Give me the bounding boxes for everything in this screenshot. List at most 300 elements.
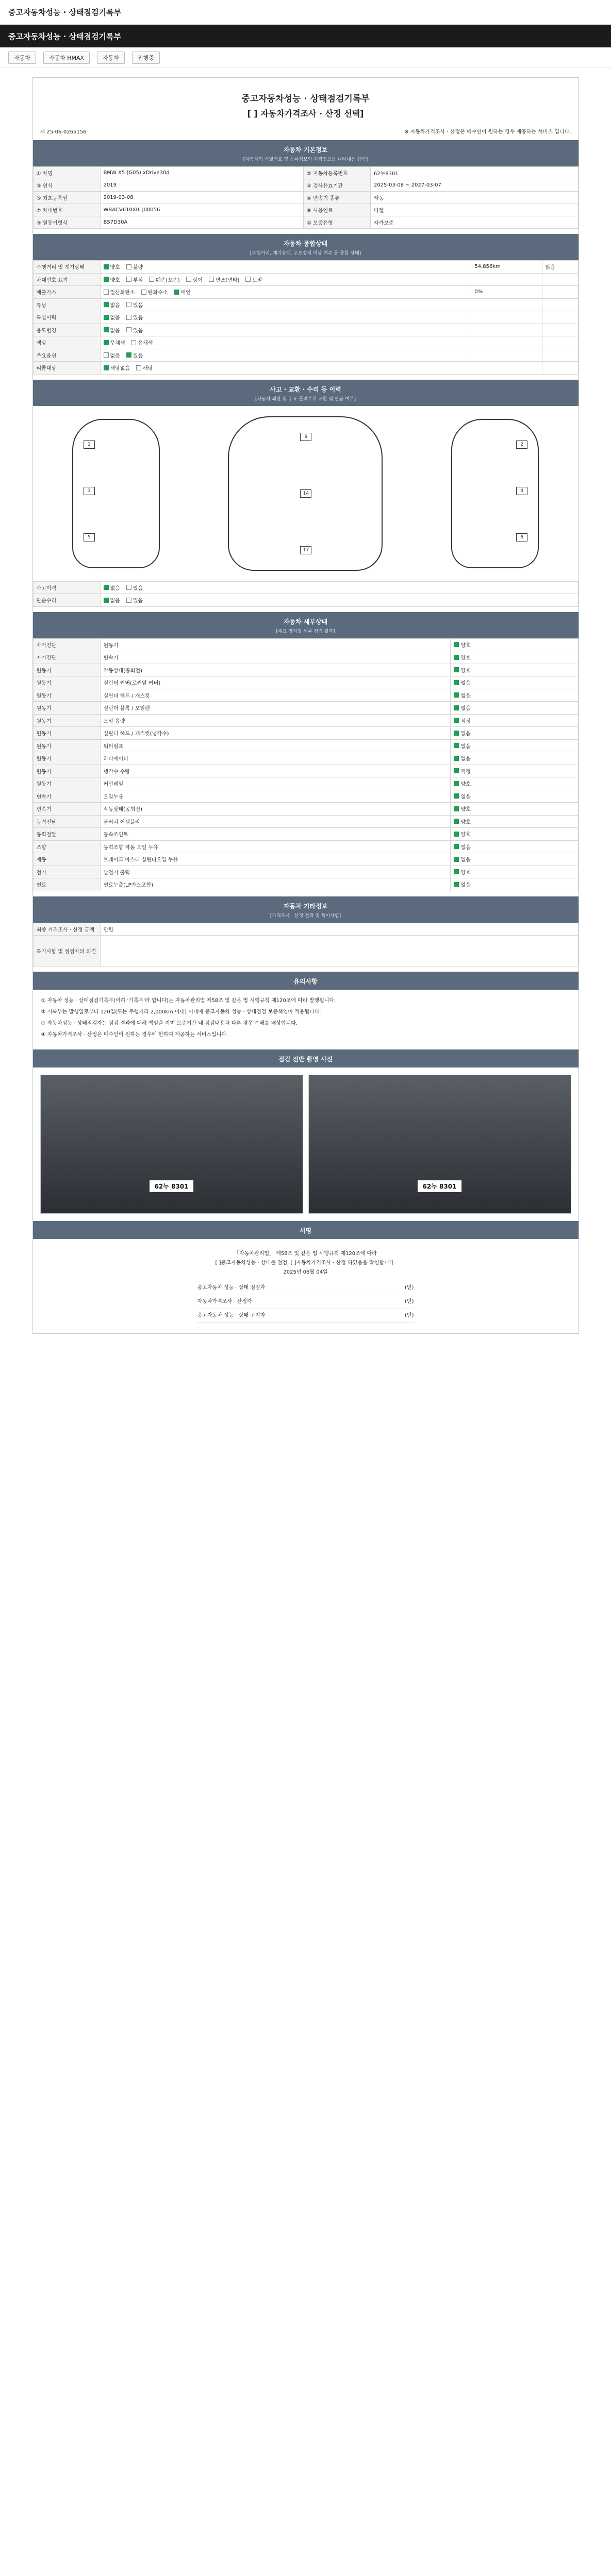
checkbox-option[interactable] — [104, 584, 120, 591]
checkbox-option[interactable] — [174, 288, 190, 296]
checkbox-icon[interactable] — [126, 585, 131, 590]
checkbox-option[interactable] — [454, 830, 470, 838]
checkbox-icon[interactable] — [454, 655, 459, 660]
status-row — [33, 261, 578, 274]
detail-group: 원동기 — [33, 676, 100, 689]
detail-item: 클러치 어셈블리 — [100, 815, 451, 828]
status-row — [33, 311, 578, 324]
detail-row — [33, 777, 578, 790]
section-history — [33, 380, 579, 406]
checkbox-label: 부식 — [133, 277, 143, 283]
car-right-side-diagram — [451, 419, 539, 568]
checkbox-option[interactable] — [104, 288, 135, 296]
detail-row — [33, 714, 578, 727]
option-cell — [100, 594, 578, 607]
sign-price-row — [197, 1295, 414, 1309]
history-table — [33, 581, 579, 607]
checkbox-label: 유채색 — [138, 341, 153, 346]
checkbox-icon[interactable] — [454, 781, 459, 786]
detail-item: 등속조인트 — [100, 828, 451, 841]
checkbox-icon[interactable] — [126, 327, 131, 332]
basic-label-2: ⑩ 보증유형 — [303, 216, 370, 229]
detail-state-cell — [451, 752, 578, 765]
detail-item: 실린더 블록 / 오일팬 — [100, 702, 451, 715]
checkbox-option[interactable] — [454, 855, 470, 863]
checkbox-icon[interactable] — [454, 832, 459, 837]
checkbox-label: 무채색 — [110, 341, 125, 346]
checkbox-icon[interactable] — [454, 718, 459, 723]
detail-row — [33, 638, 578, 651]
vehicle-front-photo — [40, 1075, 303, 1214]
sign-line-2: [ ]중고자동차성능 · 상태를 점검, [ ]자동차가격조사 · 산정 하였음을 확인합니다. — [215, 1260, 396, 1266]
checkbox-option[interactable] — [126, 596, 143, 604]
checkbox-option[interactable] — [149, 276, 179, 283]
checkbox-icon[interactable] — [454, 857, 459, 862]
mark: 6 — [516, 533, 527, 541]
checkbox-option[interactable] — [454, 729, 470, 737]
checkbox-option[interactable] — [126, 326, 143, 334]
filter-chip-2[interactable]: 자동차 HMAX — [43, 52, 90, 64]
checkbox-icon[interactable] — [454, 705, 459, 710]
detail-item: 변속기 — [100, 651, 451, 664]
doc-number: 제 25-06-0265156 — [40, 129, 87, 135]
section-status-title: 자동차 종합상태 — [283, 240, 328, 247]
detail-state: 양호 — [460, 642, 471, 649]
detail-row — [33, 689, 578, 702]
checkbox-option[interactable] — [104, 313, 120, 321]
mark: 14 — [300, 489, 311, 498]
detail-group: 원동기 — [33, 714, 100, 727]
checkbox-option[interactable] — [104, 326, 120, 334]
detail-row — [33, 815, 578, 828]
app-title: 중고자동차성능 · 상태점검기록부 — [0, 0, 611, 25]
detail-row — [33, 803, 578, 816]
checkbox-option[interactable] — [454, 767, 470, 775]
checkbox-icon[interactable] — [454, 692, 459, 698]
detail-item: 워터펌프 — [100, 739, 451, 752]
basic-value-2: 자동 — [370, 192, 578, 204]
basic-label-2: ② 자동차등록번호 — [303, 167, 370, 179]
detail-state-cell — [451, 815, 578, 828]
sign-price-value[interactable]: (인) — [405, 1298, 414, 1304]
basic-label: ⑦ 차대번호 — [33, 204, 100, 216]
checkbox-option[interactable] — [454, 805, 470, 812]
checkbox-option[interactable] — [104, 351, 120, 359]
checkbox-option[interactable] — [454, 717, 470, 724]
checkbox-option[interactable] — [454, 704, 470, 711]
status-result: 0% — [471, 286, 542, 299]
checkbox-option[interactable] — [454, 653, 470, 661]
basic-row — [33, 179, 578, 192]
detail-state: 양호 — [460, 782, 471, 787]
doc-subtitle: [ ] 자동차가격조사 · 산정 선택] — [247, 109, 364, 118]
basic-value-2: 자가보증 — [370, 216, 578, 229]
history-label: 사고이력 — [33, 581, 100, 594]
checkbox-icon[interactable] — [126, 598, 131, 603]
basic-label-2: ⑧ 사용연료 — [303, 204, 370, 216]
detail-group: 동력전달 — [33, 815, 100, 828]
checkbox-option[interactable] — [454, 679, 470, 686]
checkbox-icon[interactable] — [454, 869, 459, 874]
detail-state-cell — [451, 840, 578, 853]
basic-value: 2019 — [100, 179, 303, 192]
detail-item: 발전기 출력 — [100, 866, 451, 878]
detail-state-cell — [451, 828, 578, 841]
checkbox-icon[interactable] — [126, 315, 131, 320]
detail-state: 적정 — [460, 718, 471, 724]
checkbox-label: 없음 — [110, 328, 120, 334]
sign-line-1: 「자동차관리법」 제58조 및 같은 법 시행규칙 제120조에 따라 — [234, 1250, 377, 1257]
section-photos — [33, 1049, 579, 1067]
checkbox-option[interactable] — [104, 364, 130, 371]
detail-state-cell — [451, 878, 578, 891]
checkbox-option[interactable] — [126, 301, 143, 309]
checkbox-option[interactable] — [104, 596, 120, 604]
vehicle-rear-photo — [308, 1075, 571, 1214]
checkbox-icon[interactable] — [454, 844, 459, 849]
basic-value-2: 2025-03-08 ~ 2027-03-07 — [370, 179, 578, 192]
checkbox-option[interactable] — [104, 263, 120, 270]
detail-row — [33, 866, 578, 878]
checkbox-icon[interactable] — [104, 277, 109, 282]
checkbox-label: 있음 — [133, 328, 143, 334]
checkbox-icon[interactable] — [126, 352, 131, 358]
detail-state: 양호 — [460, 870, 471, 876]
mark: 17 — [300, 546, 311, 554]
checkbox-label: 없음 — [110, 598, 120, 604]
checkbox-icon[interactable] — [454, 743, 459, 748]
checkbox-option[interactable] — [186, 276, 203, 283]
checkbox-icon[interactable] — [104, 290, 109, 295]
detail-row — [33, 727, 578, 740]
detail-group: 원동기 — [33, 664, 100, 676]
sign-block — [33, 1239, 579, 1333]
checkbox-option[interactable] — [454, 742, 470, 750]
checkbox-option[interactable] — [126, 351, 143, 359]
checkbox-option[interactable] — [454, 843, 470, 851]
checkbox-label: 있음 — [133, 585, 143, 591]
checkbox-label: 있음 — [133, 302, 143, 309]
checkbox-option[interactable] — [141, 288, 168, 296]
checkbox-icon[interactable] — [454, 793, 459, 799]
checkbox-option[interactable] — [454, 880, 470, 888]
status-result — [471, 311, 542, 324]
detail-state-cell — [451, 853, 578, 866]
basic-value-2: 디젤 — [370, 204, 578, 216]
checkbox-option[interactable] — [454, 754, 470, 762]
history-label: 단순수리 — [33, 594, 100, 607]
checkbox-option[interactable] — [245, 276, 262, 283]
detail-item: 연료누출(LP가스포함) — [100, 878, 451, 891]
checkbox-icon[interactable] — [454, 642, 459, 647]
checkbox-label: 있음 — [133, 353, 143, 359]
detail-row — [33, 664, 578, 676]
section-status — [33, 234, 579, 260]
detail-state: 없음 — [460, 693, 471, 699]
checkbox-icon[interactable] — [454, 768, 459, 773]
checkbox-icon[interactable] — [104, 340, 109, 345]
checkbox-icon[interactable] — [186, 277, 191, 282]
detail-item: 작동상태(공회전) — [100, 664, 451, 676]
checkbox-icon[interactable] — [131, 340, 136, 345]
checkbox-icon[interactable] — [454, 806, 459, 811]
details-table — [33, 638, 579, 891]
checkbox-icon[interactable] — [104, 264, 109, 269]
checkbox-icon[interactable] — [126, 302, 131, 307]
option-cell — [100, 311, 471, 324]
checkbox-icon[interactable] — [454, 882, 459, 887]
status-row — [33, 273, 578, 286]
detail-item: 커먼레일 — [100, 777, 451, 790]
mark: 2 — [516, 440, 527, 449]
checkbox-option[interactable] — [104, 301, 120, 309]
checkbox-icon[interactable] — [454, 756, 459, 761]
detail-group: 원동기 — [33, 752, 100, 765]
filter-chip-3[interactable]: 자동차 — [97, 52, 125, 64]
detail-group: 동력전달 — [33, 828, 100, 841]
detail-group: 원동기 — [33, 702, 100, 715]
car-left-side-diagram — [72, 419, 160, 568]
checkbox-option[interactable] — [454, 641, 470, 649]
filter-chip-4[interactable]: 진행중 — [132, 52, 160, 64]
checkbox-icon[interactable] — [454, 819, 459, 824]
note-paragraph: ④ 자동차가격조사 · 산정은 매수인이 원하는 경우에 한하여 제공하는 서비스입니다. — [41, 1031, 228, 1038]
checkbox-option[interactable] — [209, 276, 239, 283]
sign-notifier-value[interactable]: (인) — [405, 1312, 414, 1318]
status-result — [471, 273, 542, 286]
section-basic-note: [자동차의 식별번호 및 등록정보와 차량정보를 나타내는 항목] — [243, 157, 368, 162]
checkbox-label: 탄화수소 — [147, 290, 168, 296]
detail-row — [33, 853, 578, 866]
checkbox-icon[interactable] — [149, 277, 154, 282]
detail-row — [33, 765, 578, 777]
checkbox-label: 양호 — [110, 277, 120, 283]
checkbox-icon[interactable] — [136, 365, 141, 370]
status-row — [33, 362, 578, 375]
checkbox-option[interactable] — [126, 584, 143, 591]
checkbox-option[interactable] — [454, 666, 470, 674]
filter-chip-1[interactable]: 자동차 — [8, 52, 36, 64]
checkbox-icon[interactable] — [126, 264, 131, 269]
mark: 3 — [84, 487, 95, 495]
detail-row — [33, 752, 578, 765]
status-result — [471, 324, 542, 336]
checkbox-label: 변조(변타) — [215, 277, 240, 283]
section-price-note: [가격조사 · 산정 결과 및 특이사항] — [270, 913, 341, 919]
status-row — [33, 336, 578, 349]
checkbox-option[interactable] — [454, 779, 470, 787]
detail-row — [33, 840, 578, 853]
detail-item: 동력조향 작동 오일 누유 — [100, 840, 451, 853]
detail-state: 양호 — [460, 668, 471, 674]
detail-state-cell — [451, 765, 578, 777]
detail-state: 없음 — [460, 794, 471, 800]
checkbox-label: 매연 — [180, 290, 191, 296]
doc-sub — [33, 124, 579, 140]
checkbox-option[interactable] — [126, 313, 143, 321]
section-basic-title: 자동차 기본정보 — [283, 146, 328, 154]
option-cell — [100, 336, 471, 349]
checkbox-icon[interactable] — [245, 277, 251, 282]
status-extra — [542, 311, 578, 324]
detail-item: 작동상태(공회전) — [100, 803, 451, 816]
checkbox-icon[interactable] — [104, 585, 109, 590]
sign-date: 2025년 06월 04일 — [283, 1269, 328, 1275]
basic-label: ③ 연식 — [33, 179, 100, 192]
status-table — [33, 260, 579, 375]
price-result-value[interactable]: 만원 — [100, 923, 578, 935]
detail-state-cell — [451, 739, 578, 752]
status-row — [33, 349, 578, 362]
sign-notifier-row — [197, 1309, 414, 1323]
doc-notice: ※ 자동차가격조사 · 산정은 매수인이 원하는 경우 제공하는 서비스 입니다. — [404, 129, 571, 135]
report-document — [32, 77, 579, 1334]
detail-group: 원동기 — [33, 765, 100, 777]
filter-row — [0, 47, 611, 68]
checkbox-option[interactable] — [104, 338, 125, 346]
basic-label: ⑨ 원동기형식 — [33, 216, 100, 229]
detail-group: 전기 — [33, 866, 100, 878]
detail-group: 변속기 — [33, 790, 100, 803]
option-cell — [100, 349, 471, 362]
status-label: 리콜대상 — [33, 362, 100, 375]
checkbox-option[interactable] — [454, 868, 470, 876]
detail-group: 조향 — [33, 840, 100, 853]
section-details-note: [주요 장치별 세부 점검 결과] — [276, 629, 335, 634]
detail-state-cell — [451, 790, 578, 803]
detail-row — [33, 878, 578, 891]
detail-group: 연료 — [33, 878, 100, 891]
option-cell — [100, 362, 471, 375]
note-paragraph: ② 기록부는 발행일로부터 120일(또는 주행거리 2,000km 이내) 이내에 중고자동차 성능 · 상태점검 보증책임이 적용됩니다. — [41, 1009, 321, 1015]
checkbox-label: 일산화탄소 — [110, 290, 135, 296]
checkbox-option[interactable] — [454, 792, 470, 800]
license-plate: 62누 8301 — [417, 1180, 463, 1193]
detail-state: 없음 — [460, 681, 471, 686]
checkbox-icon[interactable] — [104, 327, 109, 332]
checkbox-icon[interactable] — [104, 365, 109, 370]
history-row — [33, 594, 578, 607]
detail-state: 없음 — [460, 844, 471, 851]
status-label: 배출가스 — [33, 286, 100, 299]
price-note-value[interactable] — [100, 935, 578, 966]
status-extra — [542, 324, 578, 336]
status-result — [471, 298, 542, 311]
detail-item: 원동기 — [100, 638, 451, 651]
detail-state: 없음 — [460, 706, 471, 711]
detail-row — [33, 828, 578, 841]
sign-inspector-value[interactable]: (인) — [405, 1284, 414, 1291]
checkbox-icon[interactable] — [104, 352, 109, 358]
status-extra — [542, 349, 578, 362]
detail-state: 양호 — [460, 807, 471, 812]
option-cell — [100, 324, 471, 336]
checkbox-icon[interactable] — [104, 598, 109, 603]
detail-group: 자기진단 — [33, 638, 100, 651]
status-label: 차대번호 표기 — [33, 273, 100, 286]
doc-header — [33, 78, 579, 124]
basic-label-2: ④ 검사유효기간 — [303, 179, 370, 192]
detail-item: 실린더 헤드 / 개스킷(냉각수) — [100, 727, 451, 740]
checkbox-label: 있음 — [133, 598, 143, 604]
section-basic — [33, 140, 579, 166]
checkbox-option[interactable] — [454, 818, 470, 825]
checkbox-icon[interactable] — [126, 277, 131, 282]
detail-item: 냉각수 수량 — [100, 765, 451, 777]
section-sign — [33, 1221, 579, 1239]
price-table — [33, 923, 579, 967]
detail-row — [33, 702, 578, 715]
car-diagram — [33, 406, 579, 581]
detail-state: 없음 — [460, 731, 471, 737]
sign-price-label: 자동차가격조사 · 산정자 — [197, 1298, 252, 1304]
checkbox-icon[interactable] — [141, 290, 146, 295]
section-price-title: 자동차 기타정보 — [283, 902, 328, 910]
detail-item: 브레이크 마스터 실린더오일 누유 — [100, 853, 451, 866]
section-details — [33, 612, 579, 638]
checkbox-option[interactable] — [454, 691, 470, 699]
detail-group: 자기진단 — [33, 651, 100, 664]
detail-state: 없음 — [460, 857, 471, 863]
detail-group: 원동기 — [33, 689, 100, 702]
option-cell — [100, 261, 471, 274]
checkbox-option[interactable] — [126, 263, 143, 270]
mark: 1 — [84, 440, 95, 449]
checkbox-option[interactable] — [131, 338, 153, 346]
checkbox-icon[interactable] — [174, 290, 179, 295]
basic-value-2: 62누8301 — [370, 167, 578, 179]
checkbox-label: 상이 — [192, 277, 203, 283]
checkbox-icon[interactable] — [104, 302, 109, 307]
section-status-note: [주행거리, 계기상태, 주요장치 이상 여부 등 종합 상태] — [250, 251, 361, 256]
checkbox-icon[interactable] — [454, 680, 459, 685]
status-extra — [542, 298, 578, 311]
status-label: 주요옵션 — [33, 349, 100, 362]
status-label: 색상 — [33, 336, 100, 349]
status-label: 특별이력 — [33, 311, 100, 324]
detail-state-cell — [451, 664, 578, 676]
section-history-note: [자동차 외판 및 주요 골격부위 교환 및 판금 여부] — [255, 396, 356, 402]
checkbox-label: 불량 — [133, 265, 143, 270]
checkbox-option[interactable] — [126, 276, 143, 283]
basic-table — [33, 166, 579, 229]
detail-group: 원동기 — [33, 727, 100, 740]
checkbox-icon[interactable] — [454, 667, 459, 672]
section-details-title: 자동차 세부상태 — [283, 618, 328, 625]
status-result — [471, 349, 542, 362]
sign-inspector-row — [197, 1281, 414, 1295]
mark: 5 — [84, 533, 95, 541]
car-top-diagram — [228, 416, 383, 571]
detail-state-cell — [451, 651, 578, 664]
detail-state-cell — [451, 777, 578, 790]
status-extra: 많음 — [542, 261, 578, 274]
notes-text — [33, 990, 579, 1049]
checkbox-icon[interactable] — [454, 731, 459, 736]
checkbox-option[interactable] — [104, 276, 120, 283]
checkbox-icon[interactable] — [209, 277, 214, 282]
option-cell — [100, 286, 471, 299]
status-extra — [542, 336, 578, 349]
basic-row — [33, 204, 578, 216]
detail-state: 없음 — [460, 756, 471, 762]
section-sign-title: 서명 — [299, 1227, 312, 1234]
checkbox-icon[interactable] — [104, 315, 109, 320]
detail-state-cell — [451, 727, 578, 740]
detail-row — [33, 790, 578, 803]
detail-state-cell — [451, 689, 578, 702]
checkbox-option[interactable] — [136, 364, 153, 371]
